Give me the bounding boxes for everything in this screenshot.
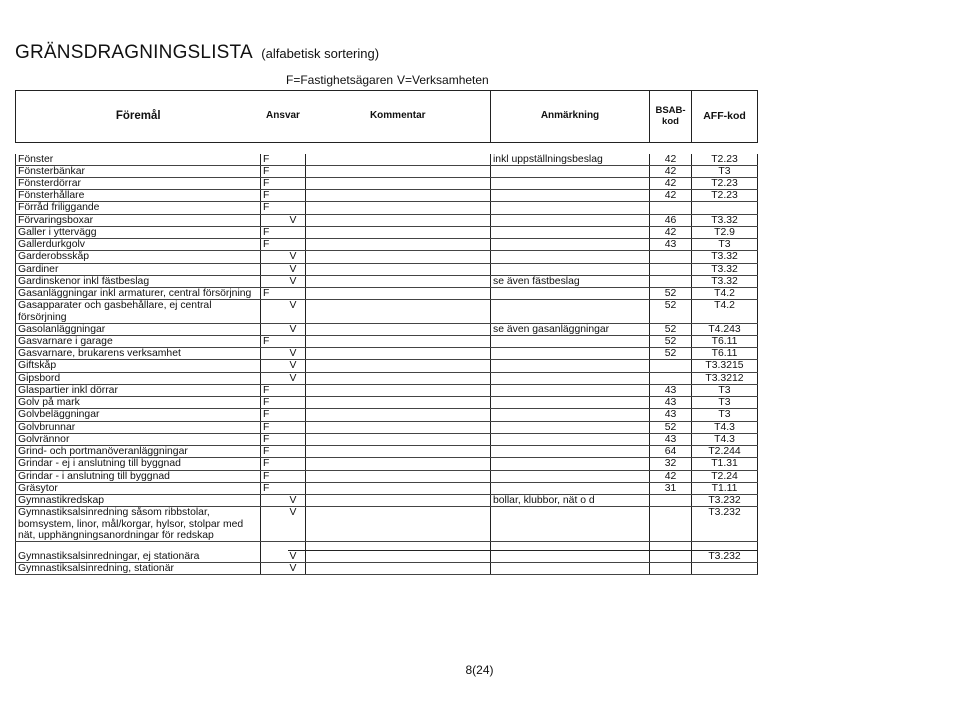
ansvar-f-cell: F	[261, 384, 288, 396]
kommentar-cell	[306, 495, 491, 507]
bsab-cell: 52	[650, 421, 692, 433]
table-row	[16, 397, 758, 409]
anmarkning-cell	[491, 446, 650, 458]
ansvar-f-cell	[261, 495, 288, 507]
table-row	[16, 239, 758, 251]
anmarkning-cell	[491, 202, 650, 214]
anmarkning-cell: bollar, klubbor, nät o d	[491, 495, 650, 507]
anmarkning-cell	[491, 458, 650, 470]
kommentar-cell	[306, 336, 491, 348]
table-header-row	[16, 91, 758, 143]
document-subtitle: (alfabetisk sortering)	[261, 46, 380, 61]
kommentar-cell	[306, 323, 491, 335]
anmarkning-cell: se även fästbeslag	[491, 275, 650, 287]
item-cell: Golvrännor	[16, 433, 261, 445]
kommentar-cell	[306, 360, 491, 372]
bsab-cell: 31	[650, 482, 692, 494]
anmarkning-cell	[491, 288, 650, 300]
ansvar-v-cell: V	[288, 251, 306, 263]
aff-cell: T3.3212	[692, 372, 758, 384]
table-row	[16, 372, 758, 384]
anmarkning-cell	[491, 507, 650, 542]
item-cell: Fönsterhållare	[16, 190, 261, 202]
kommentar-cell	[306, 226, 491, 238]
table-row	[16, 360, 758, 372]
aff-cell: T3	[692, 384, 758, 396]
anmarkning-cell	[491, 409, 650, 421]
ansvar-v-cell: V	[288, 214, 306, 226]
table-row	[16, 336, 758, 348]
kommentar-cell	[306, 384, 491, 396]
ansvar-f-cell: F	[261, 190, 288, 202]
item-cell: Gräsytor	[16, 482, 261, 494]
bsab-cell	[650, 495, 692, 507]
aff-cell	[692, 202, 758, 214]
aff-cell	[692, 563, 758, 575]
anmarkning-cell	[491, 384, 650, 396]
bsab-cell: 43	[650, 409, 692, 421]
ansvar-f-cell	[261, 507, 288, 542]
header-item: Föremål	[16, 91, 261, 143]
aff-cell: T3.232	[692, 551, 758, 563]
ansvar-v-cell: V	[288, 563, 306, 575]
item-cell: Gardinskenor inkl fästbeslag	[16, 275, 261, 287]
kommentar-cell	[306, 348, 491, 360]
bsab-cell: 43	[650, 433, 692, 445]
kommentar-cell	[306, 433, 491, 445]
aff-cell: T3	[692, 239, 758, 251]
ansvar-v-cell	[288, 421, 306, 433]
kommentar-cell	[306, 288, 491, 300]
anmarkning-cell	[491, 551, 650, 563]
anmarkning-cell	[491, 397, 650, 409]
aff-cell: T4.3	[692, 421, 758, 433]
bsab-cell: 52	[650, 323, 692, 335]
boundary-table	[15, 90, 758, 575]
item-cell: Gasanläggningar inkl armaturer, central försörjning	[16, 288, 261, 300]
ansvar-f-cell	[261, 563, 288, 575]
bsab-cell	[650, 360, 692, 372]
ansvar-v-cell	[288, 470, 306, 482]
anmarkning-cell	[491, 470, 650, 482]
ansvar-v-cell	[288, 433, 306, 445]
aff-cell: T2.23	[692, 190, 758, 202]
item-cell: Fönster	[16, 154, 261, 166]
kommentar-cell	[306, 202, 491, 214]
ansvar-v-cell	[288, 202, 306, 214]
anmarkning-cell	[491, 251, 650, 263]
ansvar-f-cell: F	[261, 177, 288, 189]
ansvar-v-cell: V	[288, 507, 306, 542]
bsab-cell: 32	[650, 458, 692, 470]
anmarkning-cell	[491, 239, 650, 251]
table-row	[16, 551, 758, 563]
bsab-cell: 43	[650, 397, 692, 409]
table-row	[16, 421, 758, 433]
anmarkning-cell	[491, 563, 650, 575]
ansvar-v-cell: V	[288, 275, 306, 287]
ansvar-f-cell: F	[261, 421, 288, 433]
table-row	[16, 300, 758, 323]
bsab-cell	[650, 563, 692, 575]
anmarkning-cell	[491, 360, 650, 372]
aff-cell: T2.23	[692, 154, 758, 166]
ansvar-v-cell: V	[288, 323, 306, 335]
ansvar-f-cell	[261, 372, 288, 384]
bsab-cell: 42	[650, 226, 692, 238]
aff-cell: T3.32	[692, 275, 758, 287]
aff-cell: T4.2	[692, 300, 758, 323]
kommentar-cell	[306, 165, 491, 177]
table-body	[16, 154, 758, 575]
ansvar-v-cell	[288, 154, 306, 166]
ansvar-v-cell	[288, 409, 306, 421]
document-title: GRÄNSDRAGNINGSLISTA	[15, 42, 253, 63]
ansvar-f-cell: F	[261, 336, 288, 348]
document-heading	[15, 42, 379, 64]
item-cell: Förvaringsboxar	[16, 214, 261, 226]
ansvar-v-cell	[288, 384, 306, 396]
anmarkning-cell	[491, 165, 650, 177]
header-ansvar: Ansvar	[261, 91, 306, 143]
header-kommentar: Kommentar	[306, 91, 491, 143]
ansvar-f-cell: F	[261, 470, 288, 482]
anmarkning-cell	[491, 336, 650, 348]
ansvar-f-cell: F	[261, 482, 288, 494]
kommentar-cell	[306, 300, 491, 323]
table-row	[16, 433, 758, 445]
aff-cell: T2.9	[692, 226, 758, 238]
anmarkning-cell: se även gasanläggningar	[491, 323, 650, 335]
anmarkning-cell	[491, 214, 650, 226]
item-cell: Förråd friliggande	[16, 202, 261, 214]
kommentar-cell	[306, 239, 491, 251]
table-row	[16, 177, 758, 189]
bsab-cell: 42	[650, 165, 692, 177]
anmarkning-cell	[491, 190, 650, 202]
ansvar-f-cell	[261, 251, 288, 263]
bsab-cell	[650, 372, 692, 384]
bsab-cell: 43	[650, 239, 692, 251]
bsab-cell: 42	[650, 154, 692, 166]
ansvar-v-cell: V	[288, 263, 306, 275]
aff-cell: T1.11	[692, 482, 758, 494]
kommentar-cell	[306, 372, 491, 384]
ansvar-v-cell	[288, 397, 306, 409]
aff-cell: T3.232	[692, 507, 758, 542]
bsab-cell	[650, 551, 692, 563]
table-row	[16, 563, 758, 575]
ansvar-v-cell	[288, 458, 306, 470]
anmarkning-cell	[491, 300, 650, 323]
ansvar-v-cell: V	[288, 300, 306, 323]
ansvar-v-cell	[288, 177, 306, 189]
aff-cell: T6.11	[692, 336, 758, 348]
header-bsab: BSAB- kod	[650, 91, 692, 143]
ansvar-v-cell: V	[288, 551, 306, 563]
table-row	[16, 348, 758, 360]
table-row	[16, 323, 758, 335]
anmarkning-cell	[491, 263, 650, 275]
item-cell: Fönsterbänkar	[16, 165, 261, 177]
ansvar-f-cell: F	[261, 397, 288, 409]
item-cell: Gasapparater och gasbehållare, ej central försörjning	[16, 300, 261, 323]
anmarkning-cell: inkl uppställningsbeslag	[491, 154, 650, 166]
ansvar-v-cell: V	[288, 348, 306, 360]
table-row	[16, 495, 758, 507]
table-row	[16, 226, 758, 238]
kommentar-cell	[306, 470, 491, 482]
item-cell: Golv på mark	[16, 397, 261, 409]
table-row	[16, 446, 758, 458]
ansvar-f-cell: F	[261, 154, 288, 166]
aff-cell: T3.32	[692, 263, 758, 275]
item-cell: Gasolanläggningar	[16, 323, 261, 335]
table-row	[16, 165, 758, 177]
anmarkning-cell	[491, 226, 650, 238]
kommentar-cell	[306, 482, 491, 494]
table-row	[16, 458, 758, 470]
item-cell: Galler i yttervägg	[16, 226, 261, 238]
aff-cell: T3	[692, 165, 758, 177]
bsab-cell: 42	[650, 190, 692, 202]
kommentar-cell	[306, 263, 491, 275]
aff-cell: T2.244	[692, 446, 758, 458]
ansvar-f-cell: F	[261, 446, 288, 458]
kommentar-cell	[306, 154, 491, 166]
ansvar-v-cell	[288, 336, 306, 348]
item-cell: Garderobsskåp	[16, 251, 261, 263]
table-row	[16, 154, 758, 166]
table-row	[16, 214, 758, 226]
kommentar-cell	[306, 409, 491, 421]
aff-cell: T3.3215	[692, 360, 758, 372]
item-cell: Grindar - ej i anslutning till byggnad	[16, 458, 261, 470]
ansvar-f-cell	[261, 263, 288, 275]
aff-cell: T3.32	[692, 214, 758, 226]
kommentar-cell	[306, 563, 491, 575]
ansvar-f-cell: F	[261, 288, 288, 300]
bsab-cell: 52	[650, 300, 692, 323]
table-row	[16, 190, 758, 202]
ansvar-f-cell: F	[261, 433, 288, 445]
aff-cell: T6.11	[692, 348, 758, 360]
ansvar-f-cell	[261, 275, 288, 287]
table-row	[16, 507, 758, 542]
anmarkning-cell	[491, 482, 650, 494]
ansvar-v-cell	[288, 239, 306, 251]
bsab-cell: 64	[650, 446, 692, 458]
kommentar-cell	[306, 458, 491, 470]
table-row	[16, 251, 758, 263]
kommentar-cell	[306, 190, 491, 202]
ansvar-v-cell	[288, 226, 306, 238]
anmarkning-cell	[491, 433, 650, 445]
item-cell: Glaspartier inkl dörrar	[16, 384, 261, 396]
bsab-cell	[650, 507, 692, 542]
ansvar-v-cell	[288, 446, 306, 458]
bsab-cell	[650, 263, 692, 275]
ansvar-v-cell: V	[288, 360, 306, 372]
item-cell: Gallerdurkgolv	[16, 239, 261, 251]
legend-verksamheten: V=Verksamheten	[397, 73, 489, 87]
bsab-cell	[650, 275, 692, 287]
ansvar-f-cell: F	[261, 202, 288, 214]
item-cell: Gymnastikredskap	[16, 495, 261, 507]
bsab-cell: 46	[650, 214, 692, 226]
ansvar-v-cell	[288, 165, 306, 177]
kommentar-cell	[306, 397, 491, 409]
ansvar-f-cell	[261, 214, 288, 226]
table-row	[16, 275, 758, 287]
aff-cell: T3.32	[692, 251, 758, 263]
bsab-cell: 52	[650, 348, 692, 360]
table-row	[16, 384, 758, 396]
ansvar-v-cell: V	[288, 495, 306, 507]
ansvar-f-cell: F	[261, 239, 288, 251]
item-cell: Grindar - i anslutning till byggnad	[16, 470, 261, 482]
ansvar-v-cell: V	[288, 372, 306, 384]
bsab-cell: 52	[650, 336, 692, 348]
ansvar-f-cell	[261, 551, 288, 563]
table-row	[16, 288, 758, 300]
table-spacer-row	[16, 542, 758, 551]
ansvar-f-cell: F	[261, 165, 288, 177]
kommentar-cell	[306, 551, 491, 563]
item-cell: Gardiner	[16, 263, 261, 275]
bsab-cell: 42	[650, 470, 692, 482]
kommentar-cell	[306, 446, 491, 458]
item-cell: Golvbeläggningar	[16, 409, 261, 421]
ansvar-f-cell	[261, 323, 288, 335]
kommentar-cell	[306, 275, 491, 287]
anmarkning-cell	[491, 372, 650, 384]
item-cell: Gipsbord	[16, 372, 261, 384]
item-cell: Golvbrunnar	[16, 421, 261, 433]
anmarkning-cell	[491, 177, 650, 189]
ansvar-f-cell: F	[261, 458, 288, 470]
bsab-cell: 43	[650, 384, 692, 396]
legend-fastighetsagaren: F=Fastighetsägaren	[286, 73, 394, 87]
aff-cell: T2.24	[692, 470, 758, 482]
kommentar-cell	[306, 507, 491, 542]
ansvar-f-cell	[261, 300, 288, 323]
table-row	[16, 409, 758, 421]
bsab-cell	[650, 251, 692, 263]
anmarkning-cell	[491, 421, 650, 433]
bsab-cell: 42	[650, 177, 692, 189]
item-cell: Gasvarnare i garage	[16, 336, 261, 348]
kommentar-cell	[306, 251, 491, 263]
ansvar-v-cell	[288, 288, 306, 300]
item-cell: Giftskåp	[16, 360, 261, 372]
anmarkning-cell	[491, 348, 650, 360]
bsab-cell	[650, 202, 692, 214]
aff-cell: T4.3	[692, 433, 758, 445]
item-cell: Gymnastiksalsinredning, stationär	[16, 563, 261, 575]
item-cell: Fönsterdörrar	[16, 177, 261, 189]
aff-cell: T3.232	[692, 495, 758, 507]
aff-cell: T3	[692, 397, 758, 409]
ansvar-v-cell	[288, 190, 306, 202]
item-cell: Gymnastiksalsinredning såsom ribbstolar, bomsystem, linor, mål/korgar, hylsor, stolpar med nät, upphängningsanordningar för redskap	[16, 507, 261, 542]
aff-cell: T3	[692, 409, 758, 421]
table-row	[16, 470, 758, 482]
ansvar-f-cell	[261, 348, 288, 360]
table-row	[16, 202, 758, 214]
kommentar-cell	[306, 421, 491, 433]
table-row	[16, 482, 758, 494]
page-number: 8(24)	[465, 663, 494, 677]
ansvar-f-cell: F	[261, 226, 288, 238]
bsab-cell: 52	[650, 288, 692, 300]
item-cell: Grind- och portmanöveranläggningar	[16, 446, 261, 458]
aff-cell: T1.31	[692, 458, 758, 470]
table-row	[16, 263, 758, 275]
ansvar-f-cell	[261, 360, 288, 372]
kommentar-cell	[306, 214, 491, 226]
ansvar-f-cell: F	[261, 409, 288, 421]
header-aff: AFF-kod	[692, 91, 758, 143]
aff-cell: T4.2	[692, 288, 758, 300]
header-anmarkning: Anmärkning	[491, 91, 650, 143]
aff-cell: T4.243	[692, 323, 758, 335]
item-cell: Gasvarnare, brukarens verksamhet	[16, 348, 261, 360]
ansvar-v-cell	[288, 482, 306, 494]
aff-cell: T2.23	[692, 177, 758, 189]
item-cell: Gymnastiksalsinredningar, ej stationära	[16, 551, 261, 563]
kommentar-cell	[306, 177, 491, 189]
